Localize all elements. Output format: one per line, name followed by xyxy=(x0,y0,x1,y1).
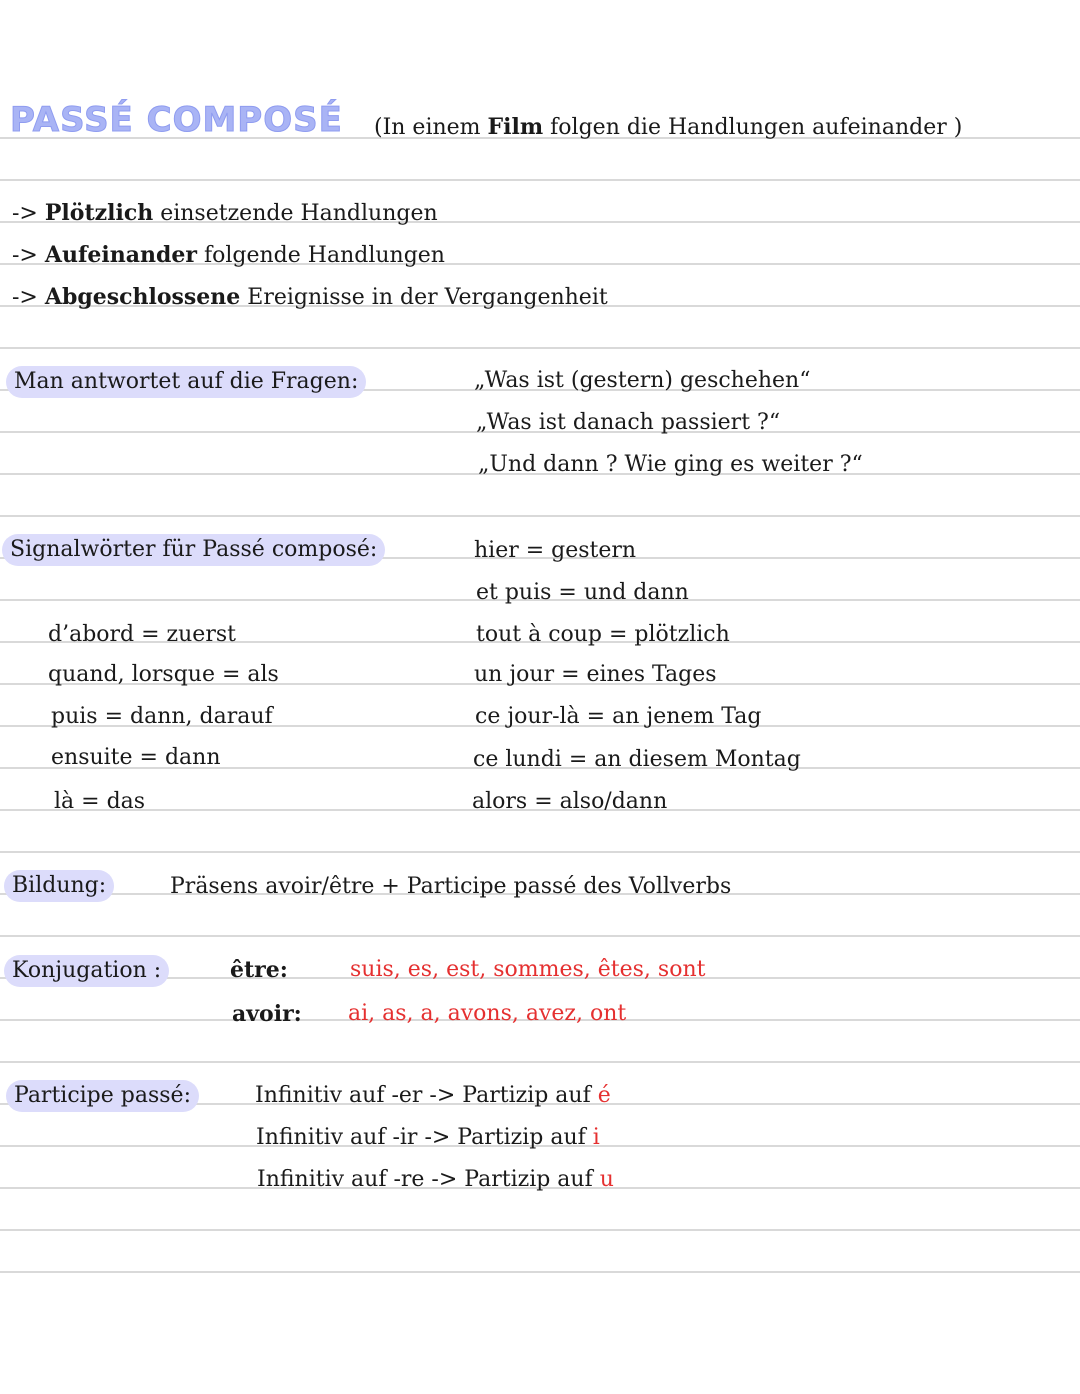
signal-word-left: ensuite = dann xyxy=(51,745,221,770)
signal-word-right: et puis = und dann xyxy=(476,580,689,605)
arrow: -> xyxy=(12,201,38,226)
conjugation-label: Konjugation : xyxy=(4,955,169,987)
subtitle-close: folgen die Handlungen aufeinander ) xyxy=(543,115,963,140)
page-title: PASSÉ COMPOSÉ xyxy=(10,100,343,140)
ruled-line xyxy=(0,515,1080,517)
signal-word-right: un jour = eines Tages xyxy=(474,662,717,687)
arrow: -> xyxy=(12,243,38,268)
signal-word-right: hier = gestern xyxy=(474,538,637,563)
usage-keyword: Plötzlich xyxy=(44,200,154,226)
question-item: „Und dann ? Wie ging es weiter ?“ xyxy=(478,452,863,477)
ruled-line xyxy=(0,347,1080,349)
participle-ending: i xyxy=(592,1125,600,1150)
usage-item xyxy=(12,282,608,313)
ruled-line xyxy=(0,1229,1080,1231)
question-item: „Was ist danach passiert ?“ xyxy=(476,410,781,435)
signal-word-right: tout à coup = plötzlich xyxy=(476,622,730,647)
arrow: -> xyxy=(12,285,38,310)
participle-rule-text: Infinitiv auf -ir -> Partizip auf xyxy=(256,1125,593,1150)
signal-word-right: ce lundi = an diesem Montag xyxy=(473,747,801,772)
questions-label: Man antwortet auf die Fragen: xyxy=(6,366,366,398)
ruled-line xyxy=(0,179,1080,181)
formation-label: Bildung: xyxy=(4,870,114,902)
participle-rule-text: Infinitiv auf -er -> Partizip auf xyxy=(255,1083,598,1108)
signal-word-left: puis = dann, darauf xyxy=(51,704,273,729)
avoir-forms: ai, as, a, avons, avez, ont xyxy=(348,1001,627,1026)
participle-rule-text: Infinitiv auf -re -> Partizip auf xyxy=(257,1167,600,1192)
etre-forms: suis, es, est, sommes, êtes, sont xyxy=(350,957,706,982)
participle-rule xyxy=(256,1123,600,1153)
ruled-line xyxy=(0,1271,1080,1273)
participle-label: Participe passé: xyxy=(6,1080,199,1112)
usage-item xyxy=(12,240,445,271)
signal-word-right: alors = also/dann xyxy=(472,789,668,814)
usage-keyword: Aufeinander xyxy=(44,242,197,268)
subtitle-open: (In einem xyxy=(374,115,488,140)
signal-word-left: là = das xyxy=(54,789,146,814)
ruled-line xyxy=(0,935,1080,937)
signal-word-left: d’abord = zuerst xyxy=(48,622,236,647)
participle-rule xyxy=(255,1081,611,1111)
page-subtitle xyxy=(374,112,962,143)
signal-word-left: quand, lorsque = als xyxy=(48,662,279,687)
participle-rule xyxy=(257,1165,614,1195)
usage-text: einsetzende Handlungen xyxy=(153,201,438,226)
participle-ending: é xyxy=(597,1083,611,1108)
formation-text: Präsens avoir/être + Participe passé des Vollverbs xyxy=(170,874,732,899)
question-item: „Was ist (gestern) geschehen“ xyxy=(474,368,811,393)
participle-ending: u xyxy=(599,1167,614,1192)
subtitle-bold: Film xyxy=(487,114,544,140)
etre-label: être: xyxy=(230,957,288,983)
usage-text: Ereignisse in der Vergangenheit xyxy=(240,285,608,310)
usage-keyword: Abgeschlossene xyxy=(44,284,241,310)
ruled-line xyxy=(0,1061,1080,1063)
signal-words-label: Signalwörter für Passé composé: xyxy=(2,534,385,566)
usage-text: folgende Handlungen xyxy=(196,243,445,268)
ruled-line xyxy=(0,851,1080,853)
avoir-label: avoir: xyxy=(232,1001,302,1027)
signal-word-right: ce jour-là = an jenem Tag xyxy=(475,704,762,729)
usage-item xyxy=(12,198,438,229)
